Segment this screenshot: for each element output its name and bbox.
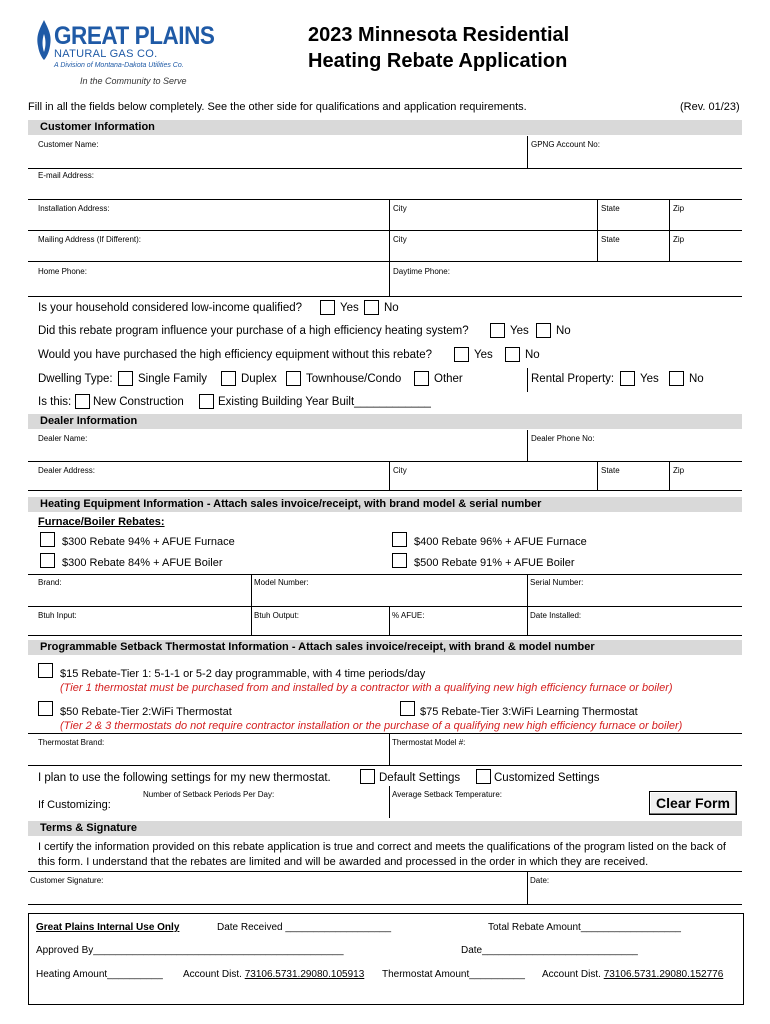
account-dist-heating (183, 969, 364, 980)
account-dist-thermostat (542, 969, 723, 980)
townhouse-label: Townhouse/Condo (306, 373, 402, 385)
influence-question: Did this rebate program influence your purchase of a high efficiency heating system? (38, 325, 469, 337)
default-settings-checkbox[interactable] (360, 769, 375, 784)
company-logo (36, 18, 236, 98)
tier23-note: (Tier 2 & 3 thermostats do not require contractor installation or the purchase of a qualifying new high efficiency furnace or boiler) (60, 720, 683, 732)
date-installed-label: Date Installed: (530, 611, 582, 620)
customer-name-label: Customer Name: (38, 140, 99, 149)
thermostat-model-label: Thermostat Model #: (392, 738, 466, 747)
dealer-name-label: Dealer Name: (38, 434, 88, 443)
date-received: Date Received ___________________ (217, 922, 392, 933)
installation-address-label: Installation Address: (38, 204, 110, 213)
equipment-info-header: Heating Equipment Information - Attach sales invoice/receipt, with brand model & serial number (28, 497, 742, 512)
account-number-label: GPNG Account No: (531, 140, 600, 149)
custom-settings-checkbox[interactable] (476, 769, 491, 784)
influence-no-label: No (556, 325, 571, 337)
dealer-city-label: City (393, 466, 407, 475)
boiler-91-checkbox[interactable] (392, 553, 407, 568)
dealer-state-label: State (601, 466, 620, 475)
terms-text-line2: this form. I understand that the rebates are limited and will be awarded and processed in the order in which they are received. (38, 856, 649, 868)
default-settings-label: Default Settings (379, 772, 461, 784)
duplex-checkbox[interactable] (221, 371, 236, 386)
tier3-label: $75 Rebate-Tier 3:WiFi Learning Thermostat (420, 706, 638, 718)
form-title (308, 22, 569, 74)
internal-use-title: Great Plains Internal Use Only (36, 922, 180, 933)
dealer-phone-label: Dealer Phone No: (531, 434, 595, 443)
signature-date-label: Date: (530, 876, 550, 885)
dealer-zip-label: Zip (673, 466, 685, 475)
rental-no-checkbox[interactable] (669, 371, 684, 386)
tier1-note: (Tier 1 thermostat must be purchased from and installed by a contractor with a qualifying new high efficiency furnace or boiler) (60, 682, 673, 694)
account-number-field[interactable] (600, 140, 740, 168)
thermostat-amount: Thermostat Amount__________ (382, 969, 525, 980)
single-family-label: Single Family (138, 373, 208, 385)
brand-label: Brand: (38, 578, 62, 587)
rental-property-label: Rental Property: (531, 373, 615, 385)
tier3-checkbox[interactable] (400, 701, 415, 716)
low-income-no-label: No (384, 302, 399, 314)
approved-date: Date____________________________ (461, 945, 638, 956)
model-number-label: Model Number: (254, 578, 309, 587)
serial-number-label: Serial Number: (530, 578, 584, 587)
tier1-checkbox[interactable] (38, 663, 53, 678)
rental-yes-checkbox[interactable] (620, 371, 635, 386)
would-purchase-no-label: No (525, 349, 540, 361)
mailing-city-label: City (393, 235, 407, 244)
would-purchase-no-checkbox[interactable] (505, 347, 520, 362)
if-customizing-label: If Customizing: (38, 799, 111, 811)
rental-yes-label: Yes (640, 373, 659, 385)
low-income-yes-checkbox[interactable] (320, 300, 335, 315)
home-phone-label: Home Phone: (38, 267, 87, 276)
furnace-96-label: $400 Rebate 96% + AFUE Furnace (414, 536, 587, 548)
boiler-84-label: $300 Rebate 84% + AFUE Boiler (62, 557, 223, 569)
btuh-output-label: Btuh Output: (254, 611, 299, 620)
email-label: E-mail Address: (38, 171, 95, 180)
other-checkbox[interactable] (414, 371, 429, 386)
total-rebate-amount: Total Rebate Amount__________________ (488, 922, 681, 933)
boiler-91-label: $500 Rebate 91% + AFUE Boiler (414, 557, 575, 569)
install-zip-label: Zip (673, 204, 685, 213)
logo-name: GREAT PLAINS (54, 22, 215, 50)
form-title-line2: Heating Rebate Application (308, 50, 568, 72)
logo-subtitle: NATURAL GAS CO. (54, 48, 158, 60)
mailing-zip-label: Zip (673, 235, 685, 244)
afue-label: % AFUE: (392, 611, 425, 620)
setback-periods-label: Number of Setback Periods Per Day: (143, 790, 275, 799)
flame-icon (36, 20, 52, 60)
daytime-phone-label: Daytime Phone: (393, 267, 450, 276)
account-dist-label: Account Dist. (183, 969, 245, 980)
would-purchase-yes-label: Yes (474, 349, 493, 361)
is-this-label: Is this: (38, 396, 72, 408)
tier2-checkbox[interactable] (38, 701, 53, 716)
logo-division: A Division of Montana-Dakota Utilities Co. (54, 62, 184, 69)
rental-no-label: No (689, 373, 704, 385)
thermostat-plan-text: I plan to use the following settings for my new thermostat. (38, 772, 331, 784)
other-label: Other (434, 373, 463, 385)
furnace-94-label: $300 Rebate 94% + AFUE Furnace (62, 536, 235, 548)
would-purchase-question: Would you have purchased the high efficiency equipment without this rebate? (38, 349, 433, 361)
account-dist-value: 73106.5731.29080.152776 (603, 969, 724, 980)
heating-amount: Heating Amount__________ (36, 969, 163, 980)
townhouse-checkbox[interactable] (286, 371, 301, 386)
account-dist-label: Account Dist. (542, 969, 604, 980)
low-income-no-checkbox[interactable] (364, 300, 379, 315)
dealer-info-header: Dealer Information (28, 414, 742, 429)
mailing-state-label: State (601, 235, 620, 244)
would-purchase-yes-checkbox[interactable] (454, 347, 469, 362)
logo-tagline: In the Community to Serve (80, 76, 187, 86)
new-construction-checkbox[interactable] (75, 394, 90, 409)
existing-building-label: Existing Building Year Built____________ (218, 396, 431, 408)
thermostat-info-header: Programmable Setback Thermostat Information - Attach sales invoice/receipt, with brand & model number (28, 640, 742, 655)
influence-yes-checkbox[interactable] (490, 323, 505, 338)
tier1-label: $15 Rebate-Tier 1: 5-1-1 or 5-2 day programmable, with 4 time periods/day (60, 668, 426, 680)
approved-by: Approved By_____________________________________________ (36, 945, 344, 956)
form-title-line1: 2023 Minnesota Residential (308, 24, 570, 46)
install-city-label: City (393, 204, 407, 213)
existing-building-checkbox[interactable] (199, 394, 214, 409)
account-dist-value: 73106.5731.29080.105913 (244, 969, 365, 980)
thermostat-brand-label: Thermostat Brand: (38, 738, 105, 747)
tier2-label: $50 Rebate-Tier 2:WiFi Thermostat (60, 706, 232, 718)
influence-yes-label: Yes (510, 325, 529, 337)
intro-text: Fill in all the fields below completely. See the other side for qualifications and application requirements. (28, 101, 527, 113)
customer-name-field[interactable] (95, 140, 525, 168)
mailing-address-label: Mailing Address (If Different): (38, 235, 142, 244)
dwelling-type-label: Dwelling Type: (38, 373, 113, 385)
furnace-94-checkbox[interactable] (40, 532, 55, 547)
install-state-label: State (601, 204, 620, 213)
furnace-96-checkbox[interactable] (392, 532, 407, 547)
signature-label: Customer Signature: (30, 876, 104, 885)
terms-header: Terms & Signature (28, 821, 742, 836)
low-income-question: Is your household considered low-income qualified? (38, 302, 303, 314)
dealer-address-label: Dealer Address: (38, 466, 95, 475)
new-construction-label: New Construction (93, 396, 184, 408)
single-family-checkbox[interactable] (118, 371, 133, 386)
influence-no-checkbox[interactable] (536, 323, 551, 338)
customer-info-header: Customer Information (28, 120, 742, 135)
terms-text-line1: I certify the information provided on this rebate application is true and correct and meets the qualifications of the program listed on the back of (38, 841, 726, 853)
setback-temp-label: Average Setback Temperature: (392, 790, 502, 799)
custom-settings-label: Customized Settings (494, 772, 600, 784)
email-field[interactable] (100, 171, 740, 199)
low-income-yes-label: Yes (340, 302, 359, 314)
boiler-84-checkbox[interactable] (40, 553, 55, 568)
duplex-label: Duplex (241, 373, 277, 385)
btuh-input-label: Btuh Input: (38, 611, 77, 620)
furnace-boiler-subheader: Furnace/Boiler Rebates: (38, 516, 165, 528)
revision-label: (Rev. 01/23) (680, 101, 740, 113)
clear-form-button[interactable]: Clear Form (649, 791, 737, 815)
